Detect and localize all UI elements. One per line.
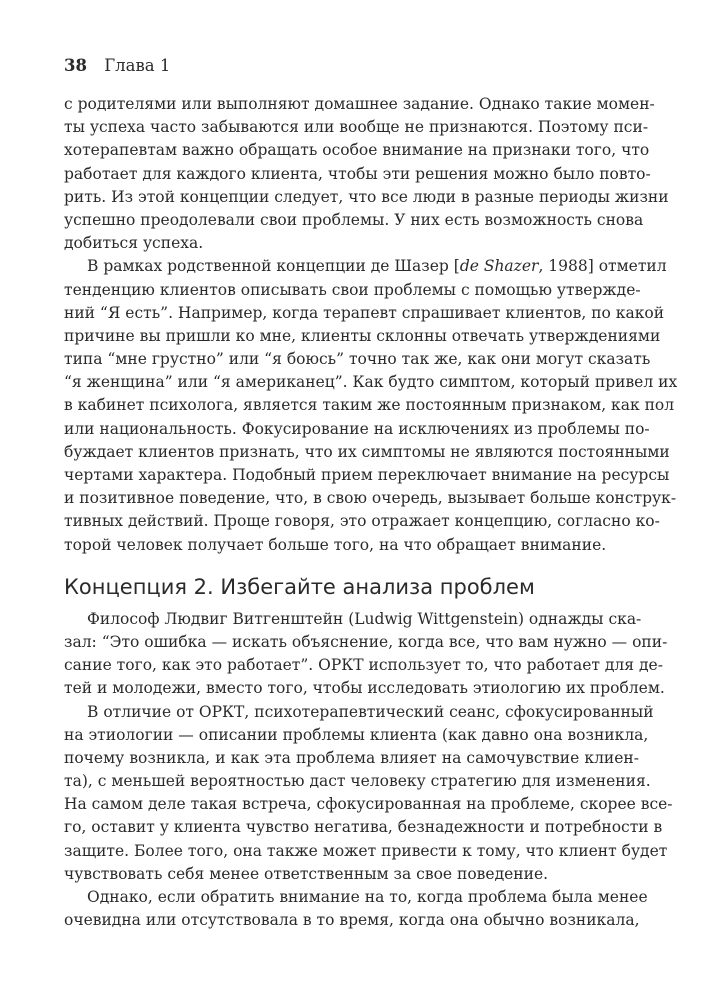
text-line: и позитивное поведение, что, в свою очередь, вызывает больше конструк-: [64, 489, 677, 508]
text-line: хотерапевтам важно обращать особое внимание на признаки того, что: [64, 141, 650, 160]
text-line: “я женщина” или “я американец”. Как будто симптом, который привел их: [64, 373, 678, 392]
text-line: ты успеха часто забываются или вообще не признаются. Поэтому пси-: [64, 118, 649, 137]
paragraph: [64, 701, 673, 887]
text-line: успешно преодолевали свои проблемы. У них есть возможность снова: [64, 210, 644, 229]
paragraph: [64, 255, 678, 556]
text-line: На самом деле такая встреча, сфокусированная на проблеме, скорее все-: [64, 795, 673, 814]
text-line: торой человек получает больше того, на что обращает внимание.: [64, 535, 607, 554]
paragraph: [64, 886, 648, 932]
text-line: зал: “Это ошибка — искать объяснение, когда все, что вам нужно — опи-: [64, 632, 668, 651]
text-line: с родителями или выполняют домашнее задание. Однако такие момен-: [64, 95, 655, 113]
text-line: типа “мне грустно” или “я боюсь” точно так же, как они могут сказать: [64, 350, 651, 369]
text-line: причине вы пришли ко мне, клиенты склонны отвечать утверждениями: [64, 326, 661, 345]
text-line: Философ Людвиг Витгенштейн (Ludwig Wittgenstein) однажды ска-: [87, 609, 642, 628]
text-line: чертами характера. Подобный прием переключает внимание на ресурсы: [64, 466, 670, 484]
text-line: го, оставит у клиента чувство негатива, безнадежности и потребности в: [64, 818, 663, 837]
text-line: добиться успеха.: [64, 234, 204, 253]
running-header: [64, 55, 170, 77]
text-line: чувствовать себя менее ответственным за свое поведение.: [64, 864, 549, 883]
paragraph: [64, 608, 668, 701]
text-line: тенденцию клиентов описывать свои проблемы с помощью утвержде-: [64, 280, 641, 299]
text-line: очевидна или отсутствовала в то время, когда она обычно возникала,: [64, 911, 640, 930]
text-line: защите. Более того, она также может привести к тому, что клиент будет: [64, 841, 668, 860]
text-line: сание того, как это работает”. ОРКТ использует то, что работает для де-: [64, 656, 663, 675]
text-block-before: [64, 93, 678, 557]
text-line: та), с меньшей вероятностью даст человеку стратегию для изменения.: [64, 772, 651, 791]
section-heading: Концепция 2. Избегайте анализа проблем: [64, 574, 535, 599]
chapter-title: Глава 1: [104, 56, 171, 75]
text-line: тивных действий. Проще говоря, это отражает концепцию, согласно ко-: [64, 512, 660, 531]
text-line: или национальность. Фокусирование на исключениях из проблемы по-: [64, 419, 650, 438]
page-number: 38: [64, 56, 87, 75]
text-line: В рамках родственной концепции де Шазер [de Shazer, 1988] отметил: [87, 257, 667, 276]
paragraph: [64, 93, 669, 255]
text-block-after: [64, 608, 673, 933]
text-line: рить. Из этой концепции следует, что все люди в разные периоды жизни: [64, 187, 669, 206]
text-line: работает для каждого клиента, чтобы эти решения можно было повто-: [64, 164, 651, 183]
text-line: тей и молодежи, вместо того, чтобы исследовать этиологию их проблем.: [64, 679, 665, 698]
text-line: на этиологии — описании проблемы клиента (как давно она возникла,: [64, 725, 649, 744]
text-line: почему возникла, и как эта проблема влияет на самочувствие клиен-: [64, 748, 639, 767]
text-line: ний “Я есть”. Например, когда терапевт спрашивает клиентов, по какой: [64, 303, 665, 322]
text-line: В отличие от ОРКТ, психотерапевтический сеанс, сфокусированный: [87, 702, 654, 721]
page-body: [64, 93, 678, 932]
text-line: буждает клиентов признать, что их симптомы не являются постоянными: [64, 442, 670, 461]
text-line: в кабинет психолога, является таким же постоянным признаком, как пол: [64, 396, 675, 415]
text-line: Однако, если обратить внимание на то, когда проблема была менее: [87, 888, 648, 906]
